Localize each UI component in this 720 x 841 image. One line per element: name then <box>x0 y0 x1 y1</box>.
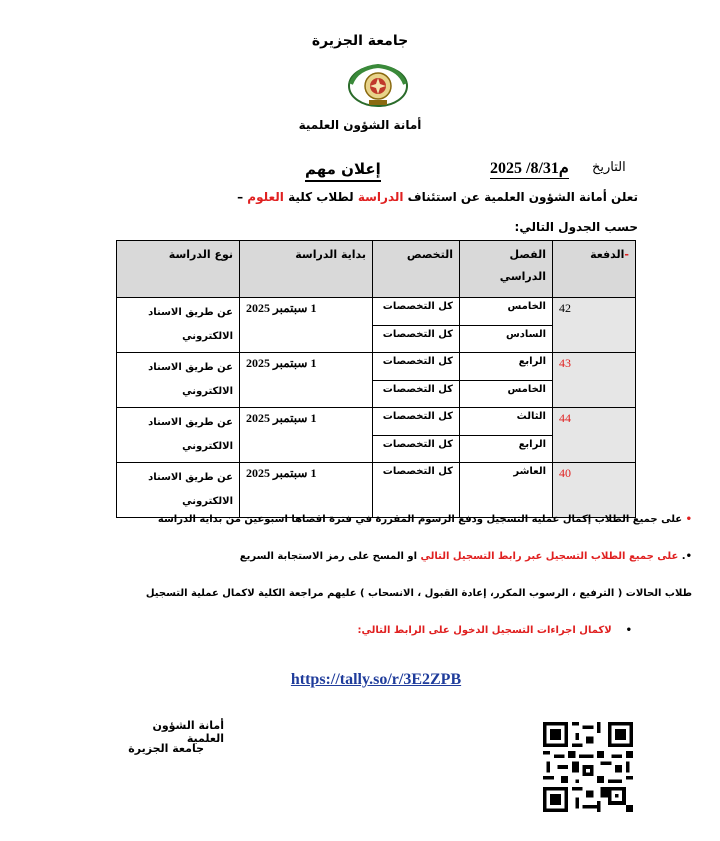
intro-text-2: لطلاب كلية <box>283 190 358 204</box>
schedule-table <box>116 240 636 518</box>
spec-cell: كل التخصصات <box>373 408 460 436</box>
semester-cell: العاشر <box>460 463 553 518</box>
university-name: جامعة الجزيرة <box>311 33 409 49</box>
bullet-text: او المسح على رمز الاستجابة السريع <box>239 551 421 562</box>
type-cell: عن طريق الاسناد الالكتروني <box>117 353 240 408</box>
bullet-registration-fees <box>158 514 692 525</box>
header-semester: الفصل الدراسي <box>460 241 553 298</box>
university-logo <box>347 60 409 108</box>
type-cell: عن طريق الاسناد الالكتروني <box>117 408 240 463</box>
bullet-dot-icon: •. <box>681 551 692 562</box>
bullet-special-cases <box>146 588 692 599</box>
semester-cell: الثالث <box>460 408 553 436</box>
table-row <box>117 353 636 381</box>
type-cell: عن طريق الاسناد الالكتروني <box>117 463 240 518</box>
semester-cell: الرابع <box>460 435 553 463</box>
semester-cell: السادس <box>460 325 553 353</box>
header-specialization: التخصص <box>373 241 460 298</box>
header-type: نوع الدراسة <box>117 241 240 298</box>
office-name: أمانة الشؤون العلمية <box>298 118 422 132</box>
table-row <box>117 463 636 518</box>
bullet-dot-icon: • <box>685 514 692 525</box>
semester-cell: الخامس <box>460 380 553 408</box>
start-cell: 1 سبتمبر 2025 <box>240 353 373 408</box>
batch-cell: 44 <box>553 408 636 463</box>
registration-link[interactable]: https://tally.so/r/3E2ZPB <box>290 671 462 688</box>
header-start: بداية الدراسة <box>240 241 373 298</box>
spec-cell: كل التخصصات <box>373 380 460 408</box>
spec-cell: كل التخصصات <box>373 325 460 353</box>
intro-line-1 <box>237 190 638 204</box>
bullet-text: طلاب الحالات ( الترفيع ، الرسوب المكرر، إعادة القبول ، الانسحاب ) عليهم مراجعة الكلية لاكمال عملية التسجيل <box>145 588 692 599</box>
signature-university: جامعة الجزيرة <box>128 742 204 755</box>
signature-office: أمانة الشؤون العلمية <box>152 719 224 745</box>
intro-line-2: حسب الجدول التالي: <box>514 220 638 234</box>
intro-highlight-study: الدراسة <box>357 190 404 204</box>
bullet-text-red: لاكمال اجراءات التسجيل الدخول على الرابط التالي: <box>357 625 612 636</box>
announcement-title: إعلان مهم <box>305 160 381 182</box>
batch-cell: 43 <box>553 353 636 408</box>
spec-cell: كل التخصصات <box>373 435 460 463</box>
table-row <box>117 408 636 436</box>
intro-text-3: – <box>237 190 248 204</box>
header-batch: -الدفعة <box>553 241 636 298</box>
semester-cell: الرابع <box>460 353 553 381</box>
date-value: 2025 /8/31م <box>490 160 569 177</box>
intro-text-1: تعلن أمانة الشؤون العلمية عن استئناف <box>403 190 638 204</box>
qr-code[interactable] <box>540 722 636 812</box>
intro-highlight-science: العلوم <box>247 190 284 204</box>
bullet-text: على جميع الطلاب إكمال عملية التسجيل ودفع الرسوم المقررة في فترة اقصاها اسبوعين من بداية الدراسة <box>157 514 683 525</box>
bullet-dot-icon: • <box>615 625 632 636</box>
batch-cell: 40 <box>553 463 636 518</box>
spec-cell: كل التخصصات <box>373 353 460 381</box>
date-label: التاريخ <box>592 160 626 175</box>
table-row <box>117 298 636 326</box>
bullet-complete-procedures <box>358 625 632 636</box>
table-header-row <box>117 241 636 298</box>
bullet-text-red: على جميع الطلاب التسجيل عبر رابط التسجيل التالي <box>420 551 679 562</box>
start-cell: 1 سبتمبر 2025 <box>240 463 373 518</box>
start-cell: 1 سبتمبر 2025 <box>240 298 373 353</box>
batch-cell: 42 <box>553 298 636 353</box>
start-cell: 1 سبتمبر 2025 <box>240 408 373 463</box>
type-cell: عن طريق الاسناد الالكتروني <box>117 298 240 353</box>
spec-cell: كل التخصصات <box>373 298 460 326</box>
semester-cell: الخامس <box>460 298 553 326</box>
bullet-registration-link <box>240 551 692 562</box>
spec-cell: كل التخصصات <box>373 463 460 518</box>
